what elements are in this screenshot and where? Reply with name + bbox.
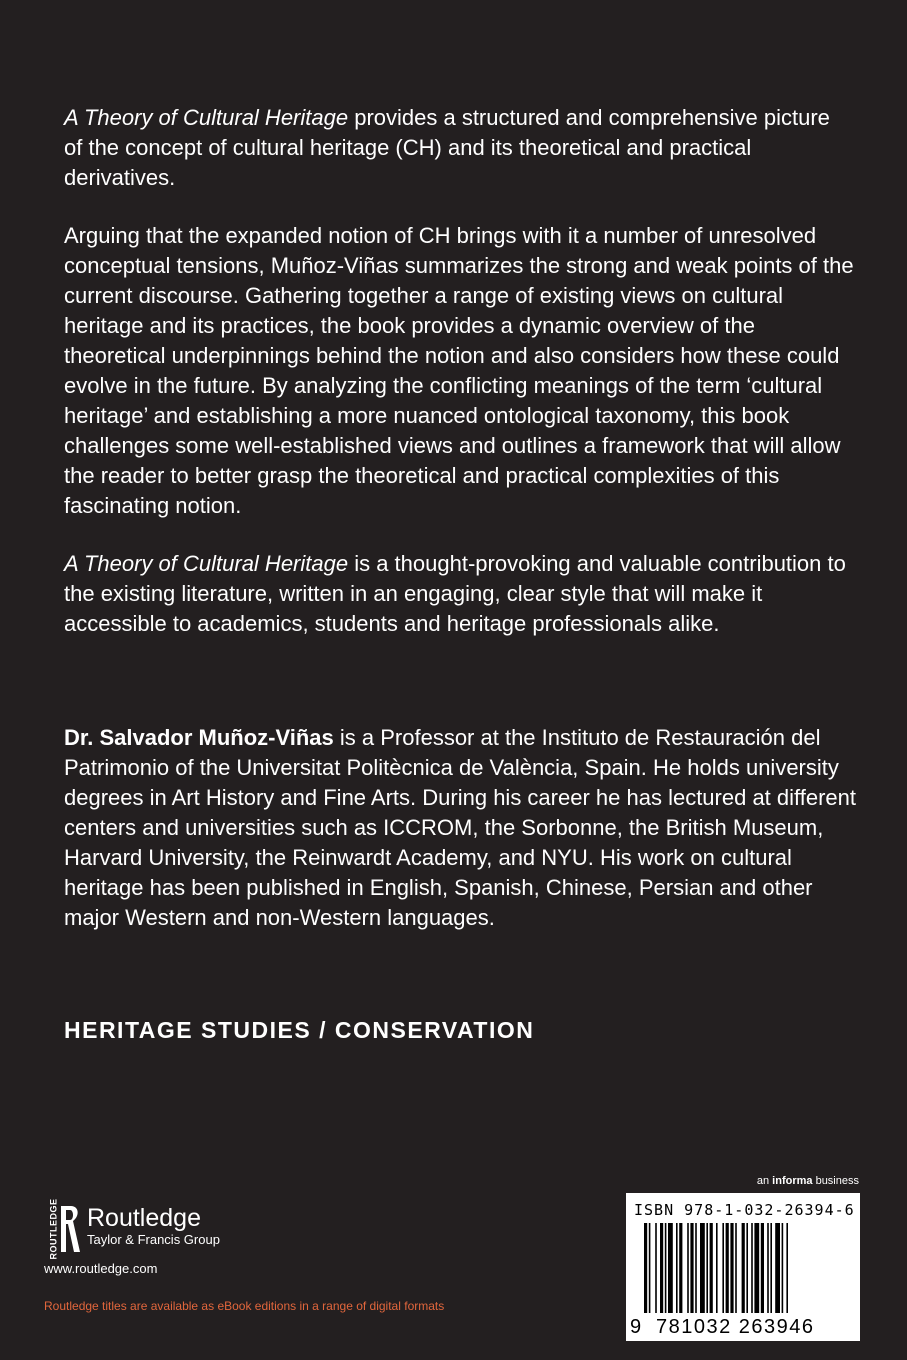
barcode-bar	[710, 1223, 713, 1313]
barcode-bar	[716, 1223, 718, 1313]
routledge-vertical-wordmark	[43, 1198, 59, 1260]
barcode-bar	[676, 1223, 678, 1313]
barcode-bar	[735, 1223, 737, 1313]
description-text-1: provides a structured and comprehensive picture of the concept of cultural heritage (CH) and its theoretical and practical derivatives.	[64, 105, 830, 190]
barcode-bar	[690, 1223, 693, 1313]
publisher-name: Routledge	[87, 1204, 201, 1232]
author-name: Dr. Salvador Muñoz-Viñas	[64, 725, 334, 750]
barcode-bar	[644, 1223, 647, 1313]
barcode-bar	[730, 1223, 733, 1313]
barcode-bar	[754, 1223, 759, 1313]
barcode-bar	[649, 1223, 651, 1313]
description-paragraph-3	[64, 549, 854, 639]
barcode-digits: 781032 263946	[656, 1316, 815, 1338]
barcode-bars	[644, 1223, 850, 1321]
barcode-bar	[761, 1223, 764, 1313]
barcode-bar	[786, 1223, 788, 1313]
routledge-logo	[43, 1198, 220, 1260]
barcode-bar	[655, 1223, 657, 1313]
isbn-barcode	[626, 1193, 860, 1341]
routledge-wordmark	[87, 1204, 220, 1247]
barcode-bar	[767, 1223, 769, 1313]
barcode-bar	[660, 1223, 663, 1313]
barcode-bar	[746, 1223, 748, 1313]
barcode-bar	[706, 1223, 708, 1313]
informa-word: informa	[772, 1175, 813, 1187]
subject-category: HERITAGE STUDIES / CONSERVATION	[64, 1017, 535, 1043]
book-title-italic: A Theory of Cultural Heritage	[64, 105, 349, 130]
routledge-vertical-text: ROUTLEDGE	[48, 1198, 59, 1260]
barcode-bar	[665, 1223, 667, 1313]
book-title-italic-2: A Theory of Cultural Heritage	[64, 551, 349, 576]
barcode-bar	[770, 1223, 772, 1313]
barcode-bar	[695, 1223, 697, 1313]
publisher-group: Taylor & Francis Group	[87, 1232, 220, 1247]
author-bio	[64, 723, 864, 933]
author-bio-text: is a Professor at the Instituto de Restauración del Patrimonio of the Universitat Politècnica de València, Spain. He holds university degrees in Art History and Fine Arts. During his career he has lectured at different centers and universities such as ICCROM, the Sorbonne, the British Museum, Harvard University, the Reinwardt Academy, and NYU. His work on cultural heritage has been published in English, Spanish, Chinese, Persian and other major Western and non-Western languages.	[64, 725, 856, 930]
barcode-bar	[742, 1223, 745, 1313]
barcode-bar	[726, 1223, 729, 1313]
barcode-bar	[679, 1223, 682, 1313]
barcode-bar	[722, 1223, 724, 1313]
description-paragraph-2: Arguing that the expanded notion of CH brings with it a number of unresolved conceptual tensions, Muñoz-Viñas summarizes the strong and weak points of the current discourse. Gathering together a range of existing views on cultural heritage and its practices, the book provides a dynamic overview of the theoretical underpinnings behind the notion and also considers how these could evolve in the future. By analyzing the conflicting meanings of the term ‘cultural heritage’ and establishing a more nuanced ontological taxonomy, this book challenges some well-established views and outlines a framework that will allow the reader to better grasp the theoretical and practical complexities of this fascinating notion.	[64, 223, 854, 518]
ebook-note: Routledge titles are available as eBook editions in a range of digital formats	[44, 1299, 445, 1313]
barcode-bar	[782, 1223, 784, 1313]
barcode-bar	[775, 1223, 780, 1313]
barcode-bar	[751, 1223, 753, 1313]
barcode-lead-digit: 9	[630, 1316, 642, 1338]
description-text-3: is a thought-provoking and valuable contribution to the existing literature, written in an engaging, clear style that will make it accessible to academics, students and heritage professionals alike.	[64, 551, 846, 636]
barcode-bar	[700, 1223, 705, 1313]
informa-business-tagline	[757, 1175, 859, 1187]
isbn-text: ISBN 978-1-032-26394-6	[634, 1201, 855, 1219]
routledge-r-icon	[59, 1204, 81, 1254]
informa-suffix: business	[812, 1175, 859, 1187]
author-bio-paragraph	[64, 723, 864, 933]
barcode-bar	[687, 1223, 689, 1313]
book-description	[64, 103, 854, 667]
publisher-url[interactable]: www.routledge.com	[44, 1261, 158, 1276]
description-paragraph-1	[64, 103, 854, 193]
informa-prefix: an	[756, 1175, 773, 1187]
barcode-bar	[668, 1223, 673, 1313]
